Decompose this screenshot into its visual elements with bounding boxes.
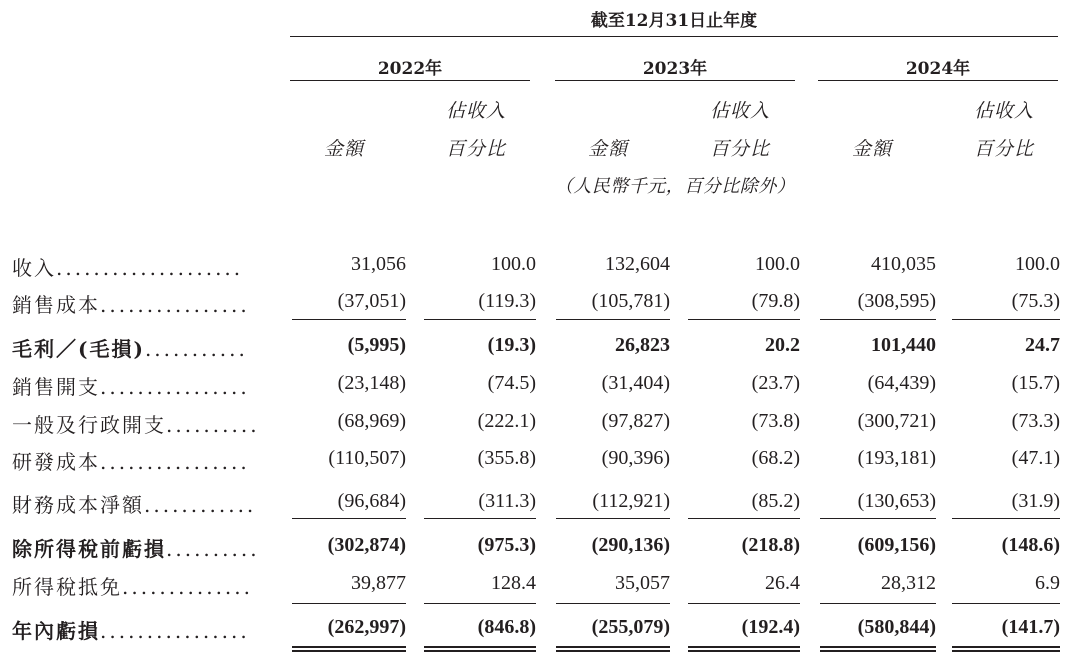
pct-cell: (23.7) (751, 372, 800, 394)
amount-cell: (290,136) (591, 534, 670, 556)
row-label (12, 615, 250, 644)
pct-cell: (218.8) (741, 534, 800, 556)
pct-cell: (19.3) (487, 334, 536, 356)
leader-dots: ................ (100, 375, 250, 399)
row-label-text: 銷售成本 (12, 293, 100, 317)
subtotal-rule (952, 603, 1060, 604)
pct-cell: 100.0 (755, 253, 800, 275)
total-double-rule (424, 646, 536, 652)
pct-cell: (222.1) (477, 410, 536, 432)
pct-cell: (355.8) (477, 447, 536, 469)
leader-dots: ........... (144, 337, 248, 361)
amount-cell: 132,604 (605, 253, 670, 275)
row-label (12, 446, 250, 475)
row-label-text: 收入 (12, 256, 56, 280)
pct-cell: (73.8) (751, 410, 800, 432)
year-2023-underline (555, 80, 795, 81)
amount-cell: 35,057 (615, 572, 670, 594)
pct-cell: (119.3) (478, 290, 536, 312)
pct-cell: 100.0 (1015, 253, 1060, 275)
year-2022-underline (290, 80, 530, 81)
subtotal-rule (952, 319, 1060, 320)
amount-cell: 26,823 (615, 334, 670, 356)
subtotal-rule (424, 518, 536, 519)
amount-cell: (255,079) (591, 616, 670, 638)
amount-cell: 28,312 (881, 572, 936, 594)
pct-cell: (148.6) (1001, 534, 1060, 556)
amount-cell: (193,181) (857, 447, 936, 469)
row-label-text: 研發成本 (12, 450, 100, 474)
pct-cell: (79.8) (751, 290, 800, 312)
pct-cell: (141.7) (1001, 616, 1060, 638)
pct-header-2022-line1: 佔收入 (445, 100, 506, 122)
row-label-text: 所得稅抵免 (12, 575, 122, 599)
year-2022: 2022年 (377, 59, 443, 79)
subtotal-rule (424, 319, 536, 320)
pct-cell: (68.2) (751, 447, 800, 469)
subtotal-rule (820, 518, 936, 519)
amount-cell: (302,874) (327, 534, 406, 556)
row-label-text: 一般及行政開支 (12, 413, 166, 437)
amount-cell: (112,921) (592, 490, 670, 512)
total-double-rule (292, 646, 406, 652)
subtotal-rule (688, 518, 800, 519)
pct-header-2022-line2: 百分比 (445, 138, 506, 160)
amount-cell: 101,440 (871, 334, 936, 356)
pct-cell: (846.8) (477, 616, 536, 638)
unit-note: （人民幣千元，百分比除外） (554, 176, 796, 197)
pct-cell: 20.2 (765, 334, 800, 356)
row-label-text: 銷售開支 (12, 375, 100, 399)
row-label (12, 533, 260, 562)
pct-cell: (73.3) (1011, 410, 1060, 432)
period-underline (290, 36, 1058, 37)
subtotal-rule (688, 319, 800, 320)
total-double-rule (688, 646, 800, 652)
pct-cell: (975.3) (477, 534, 536, 556)
amount-cell: (37,051) (337, 290, 406, 312)
subtotal-rule (820, 319, 936, 320)
subtotal-rule (556, 518, 670, 519)
leader-dots: ................ (100, 619, 250, 643)
amount-cell: (68,969) (337, 410, 406, 432)
amount-cell: (31,404) (601, 372, 670, 394)
pct-header-2023-line1: 佔收入 (709, 100, 770, 122)
pct-cell: 24.7 (1025, 334, 1060, 356)
subtotal-rule (688, 603, 800, 604)
amount-header-2022: 金額 (323, 138, 364, 160)
row-label (12, 409, 260, 438)
pct-cell: 100.0 (491, 253, 536, 275)
amount-cell: (609,156) (857, 534, 936, 556)
pct-cell: (311.3) (478, 490, 536, 512)
pct-cell: 26.4 (765, 572, 800, 594)
amount-cell: (110,507) (328, 447, 406, 469)
amount-cell: (130,653) (857, 490, 936, 512)
amount-cell: (23,148) (337, 372, 406, 394)
pct-cell: (31.9) (1011, 490, 1060, 512)
subtotal-rule (556, 603, 670, 604)
row-label (12, 333, 248, 362)
leader-dots: ................ (100, 293, 250, 317)
year-2024: 2024年 (905, 59, 971, 79)
amount-cell: (90,396) (601, 447, 670, 469)
amount-header-2024: 金額 (851, 138, 892, 160)
subtotal-rule (292, 319, 406, 320)
leader-dots: .................... (56, 256, 244, 280)
pct-header-2024-line2: 百分比 (973, 138, 1034, 160)
amount-cell: (5,995) (347, 334, 406, 356)
row-label-text: 毛利／(毛損) (12, 337, 145, 361)
subtotal-rule (820, 603, 936, 604)
amount-cell: (105,781) (591, 290, 670, 312)
leader-dots: .............. (122, 575, 254, 599)
row-label-text: 年內虧損 (12, 619, 100, 643)
amount-cell: 39,877 (351, 572, 406, 594)
pct-cell: (74.5) (487, 372, 536, 394)
leader-dots: ................ (100, 450, 250, 474)
row-label (12, 489, 256, 518)
amount-header-2023: 金額 (587, 138, 628, 160)
row-label-text: 除所得稅前虧損 (12, 537, 166, 561)
leader-dots: ............ (144, 493, 257, 517)
total-double-rule (820, 646, 936, 652)
amount-cell: 31,056 (351, 253, 406, 275)
pct-header-2024-line1: 佔收入 (973, 100, 1034, 122)
pct-cell: (85.2) (751, 490, 800, 512)
row-label-text: 財務成本淨額 (12, 493, 144, 517)
row-label (12, 289, 250, 318)
pct-cell: (75.3) (1011, 290, 1060, 312)
amount-cell: (262,997) (327, 616, 406, 638)
pct-cell: (15.7) (1011, 372, 1060, 394)
subtotal-rule (952, 518, 1060, 519)
row-label (12, 252, 243, 281)
pct-cell: (47.1) (1011, 447, 1060, 469)
year-2024-underline (818, 80, 1058, 81)
amount-cell: 410,035 (871, 253, 936, 275)
subtotal-rule (292, 518, 406, 519)
pct-header-2023-line2: 百分比 (709, 138, 770, 160)
year-2023: 2023年 (642, 59, 708, 79)
subtotal-rule (424, 603, 536, 604)
pct-cell: 6.9 (1035, 572, 1060, 594)
row-label (12, 371, 250, 400)
subtotal-rule (556, 319, 670, 320)
subtotal-rule (292, 603, 406, 604)
total-double-rule (952, 646, 1060, 652)
period-heading: 截至12月31日止年度 (590, 11, 758, 31)
leader-dots: .......... (166, 537, 260, 561)
leader-dots: .......... (166, 413, 260, 437)
amount-cell: (97,827) (601, 410, 670, 432)
amount-cell: (64,439) (867, 372, 936, 394)
amount-cell: (300,721) (857, 410, 936, 432)
pct-cell: 128.4 (491, 572, 536, 594)
amount-cell: (308,595) (857, 290, 936, 312)
total-double-rule (556, 646, 670, 652)
amount-cell: (580,844) (857, 616, 936, 638)
amount-cell: (96,684) (337, 490, 406, 512)
pct-cell: (192.4) (741, 616, 800, 638)
row-label (12, 571, 253, 600)
